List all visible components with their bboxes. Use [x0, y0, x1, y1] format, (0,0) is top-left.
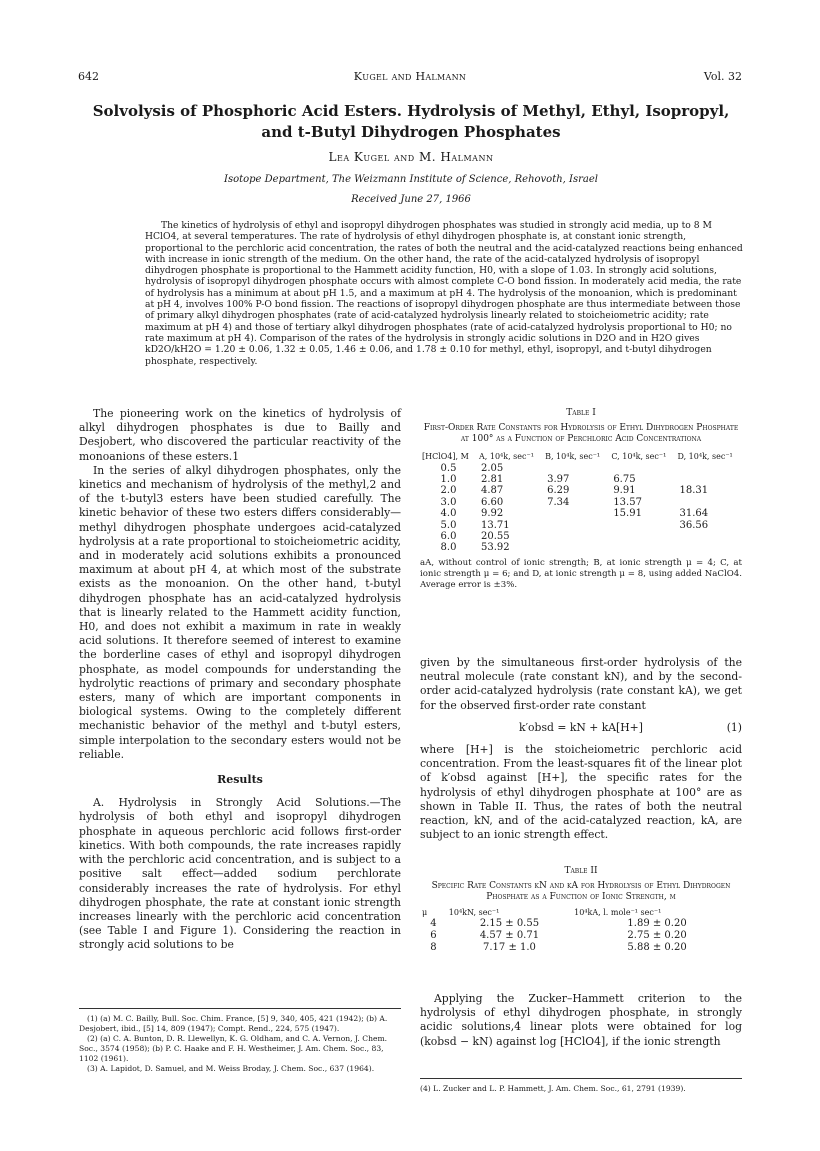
table-2-cell: 2.15 ± 0.55: [479, 917, 540, 929]
table-1-cell: 6.75: [613, 473, 636, 485]
table-2: [420, 907, 742, 954]
table-1-cell: 1.0: [440, 473, 457, 485]
table-1-cell: 3.0: [440, 496, 457, 508]
article-title: Solvolysis of Phosphoric Acid Esters. Hydrolysis of Methyl, Ethyl, Isopropyl, and t-Butyl Dihydrogen Phosphates: [92, 102, 730, 141]
table-2-cell: 1.89 ± 0.20: [627, 917, 687, 929]
footnote-2: (2) (a) C. A. Bunton, D. R. Llewellyn, K. G. Oldham, and C. A. Vernon, J. Chem. Soc., 3574 (1958); (b) P. C. Haake and F. H. Westheimer, J. Am. Chem. Soc., 83, 1102 (1961).: [79, 1034, 388, 1063]
table-1-row: [420, 463, 742, 474]
equation-1: [420, 721, 742, 735]
table-2-header: μ: [422, 907, 428, 917]
right-paragraph-1: given by the simultaneous first-order hydrolysis of the neutral molecule (rate constant kN), and by the second-order acid-catalyzed hydrolysis (rate constant kA), we get for the observed first-order rate constant: [420, 656, 742, 712]
table-1-cell: 15.91: [613, 508, 642, 520]
table-1-cell: 3.97: [547, 473, 570, 485]
table-1-cell: [675, 474, 742, 485]
table-1-cell: 2.0: [440, 485, 457, 497]
table-1-cell: 6.0: [440, 530, 457, 542]
running-header: [78, 70, 742, 88]
table-1-label: Table I: [566, 408, 596, 418]
table-1-cell: [675, 497, 742, 508]
table-1-cell: 18.31: [679, 485, 709, 497]
table-1-row: [420, 520, 742, 531]
table-2-header: 10⁴kN, sec⁻¹: [448, 907, 500, 917]
right-paragraph-2: where [H+] is the stoicheiometric perchloric acid concentration. From the least-squares fit of the linear plot of k′obsd against [H+], the specific rates for the hydrolysis of ethyl dihydrogen phosphate at 100° are as shown in Table II. Thus, the rates of both the neutral reaction, kN, and of the acid-catalyzed reaction, kA, are subject to an ionic strength effect.: [420, 743, 742, 842]
table-2-cell: 7.17 ± 1.0: [483, 941, 536, 953]
table-1-cell: 6.60: [481, 496, 504, 508]
table-1-cell: 7.34: [547, 496, 570, 508]
table-2-row: [420, 918, 742, 930]
table-1-cell: [609, 463, 675, 474]
table-1-header: D, 10⁴k, sec⁻¹: [677, 451, 733, 461]
table-2-cell: 4: [430, 917, 437, 929]
footnote-4: (4) L. Zucker and L. P. Hammett, J. Am. Chem. Soc., 61, 2791 (1939).: [420, 1078, 742, 1093]
footnotes: [79, 1008, 401, 1074]
table-2-cell: 5.88 ± 0.20: [627, 941, 687, 953]
table-2-header: 10⁴kA, l. mole⁻¹ sec⁻¹: [574, 907, 662, 917]
volume-label: Vol. 32: [703, 70, 742, 83]
table-1-cell: 0.5: [440, 462, 457, 474]
table-1-cell: 5.0: [440, 519, 457, 531]
table-1-cell: 20.55: [481, 530, 510, 542]
results-heading: Results: [217, 773, 263, 787]
abstract-text: The kinetics of hydrolysis of ethyl and isopropyl dihydrogen phosphates was studied in strongly acid media, up to 8 M HClO4, at several temperatures. The rate of hydrolysis of ethyl dihydrogen phosphate is, at constant ionic strength, proportional to the perchloric acid concentration, the rates of both the neutral and the acid-catalyzed reactions being enhanced with increase in ionic strength of the medium. On the other hand, the rate of the acid-catalyzed hydrolysis of isopropyl dihydrogen phosphate is proportional to the Hammett acidity function, H0, with a slope of 1.03. In strongly acid solutions, hydrolysis of isopropyl dihydrogen phosphate occurs with almost complete C-O bond fission. In moderately acid media, the rate of hydrolysis has a minimum at about pH 1.5, and a maximum at pH 4. The hydrolysis of the monoanion, which is predominant at pH 4, involves 100% P-O bond fission. The reactions of isopropyl dihydrogen phosphate are thus intermediate between those of primary alkyl dihydrogen phosphates (rate of acid-catalyzed hydrolysis linearly related to stoicheiometric acidity; rate maximum at pH 4) and those of tertiary alkyl dihydrogen phosphates (rate of acid-catalyzed hydrolysis proportional to H0; no rate maximum at pH 4). Comparison of the rates of the hydrolysis in strongly acidic solutions in D2O and in H2O gives kD2O/kH2O = 1.20 ± 0.06, 1.32 ± 0.05, 1.46 ± 0.06, and 1.78 ± 0.10 for methyl, ethyl, isopropyl, and t-butyl dihydrogen phosphate, respectively.: [145, 220, 743, 367]
right-column: [420, 656, 742, 842]
table-1-cell: 2.81: [481, 473, 504, 485]
table-2-caption: Specific Rate Constants kN and kA for Hydrolysis of Ethyl Dihydrogen Phosphate as a Function of Ionic Strength, μ: [431, 880, 731, 902]
intro-paragraph-1: The pioneering work on the kinetics of hydrolysis of alkyl dihydrogen phosphates is due to Bailly and Desjobert, who discovered the particular reactivity of the monoanions of these esters.1: [79, 407, 401, 463]
table-1-row: [420, 508, 742, 519]
table-1-cell: 36.56: [679, 519, 709, 531]
results-paragraph: A. Hydrolysis in Strongly Acid Solutions.—The hydrolysis of both ethyl and isopropyl dihydrogen phosphate in aqueous perchloric acid follows first-order kinetics. With both compounds, the rate increases rapidly with the perchloric acid concentration, and is subject to a positive salt effect—added sodium perchlorate considerably increases the rate of hydrolysis. For ethyl dihydrogen phosphate, the rate at constant ionic strength increases linearly with the perchloric acid concentration (see Table I and Figure 1). Considering the reaction in strongly acid solutions to be: [79, 796, 401, 952]
page-number: 642: [78, 70, 99, 83]
table-1-footnote: aA, without control of ionic strength; B, at ionic strength μ = 4; C, at ionic strength μ = 6; and D, at ionic strength μ = 8, using added NaClO4. Average error is ±3%.: [420, 557, 742, 590]
table-1-block: [420, 408, 742, 591]
table-1-header: B, 10⁴k, sec⁻¹: [545, 451, 601, 461]
table-2-block: [420, 866, 742, 954]
table-1-row: [420, 542, 742, 553]
affiliation: Isotope Department, The Weizmann Institute of Science, Rehovoth, Israel: [224, 174, 598, 185]
table-1-header: A, 10⁴k, sec⁻¹: [479, 451, 534, 461]
table-1-cell: [609, 542, 675, 553]
table-1-cell: 9.92: [481, 508, 504, 520]
right-column-continued: [420, 992, 742, 1049]
table-1-cell: [675, 463, 742, 474]
table-1-cell: 4.0: [440, 508, 457, 520]
table-1-row: [420, 474, 742, 485]
table-1-cell: 9.91: [613, 485, 636, 497]
table-1-cell: [543, 531, 609, 542]
table-2-label: Table II: [564, 866, 598, 876]
table-1-cell: [609, 520, 675, 531]
table-1-cell: [543, 463, 609, 474]
table-2-cell: 6: [430, 929, 437, 941]
table-1-header-row: [420, 450, 742, 463]
table-2-row: [420, 930, 742, 942]
table-1-row: [420, 485, 742, 496]
table-2-cell: 8: [430, 941, 437, 953]
table-2-header-row: [420, 907, 742, 918]
table-1-row: [420, 531, 742, 542]
table-1-cell: 53.92: [481, 542, 510, 554]
left-column: [79, 407, 401, 953]
table-1-cell: 8.0: [440, 542, 457, 554]
table-1-cell: 6.29: [547, 485, 570, 497]
table-1-cell: [543, 542, 609, 553]
table-1-caption: First-Order Rate Constants for Hydrolysis of Ethyl Dihydrogen Phosphate at 100° as a Function of Perchloric Acid Concentrationa: [423, 422, 739, 444]
received-date: Received June 27, 1966: [351, 194, 471, 205]
right-paragraph-3: Applying the Zucker–Hammett criterion to the hydrolysis of ethyl dihydrogen phosphate, in strongly acidic solutions,4 linear plots were obtained for log (kobsd − kN) against log [HClO4], if the ionic strength: [420, 992, 742, 1048]
table-1-cell: 2.05: [481, 462, 504, 474]
table-1-header: C, 10⁴k, sec⁻¹: [611, 451, 667, 461]
table-1: [420, 450, 742, 554]
table-1-row: [420, 497, 742, 508]
table-2-cell: 4.57 ± 0.71: [479, 929, 540, 941]
equation-number: (1): [726, 720, 742, 734]
table-1-cell: 13.71: [481, 519, 510, 531]
table-1-cell: [543, 520, 609, 531]
table-1-cell: 31.64: [679, 508, 709, 520]
table-1-cell: [609, 531, 675, 542]
table-2-row: [420, 942, 742, 954]
table-1-cell: [675, 531, 742, 542]
footnote-1: (1) (a) M. C. Bailly, Bull. Soc. Chim. France, [5] 9, 340, 405, 421 (1942); (b) A. Desjobert, ibid., [5] 14, 809 (1947); Compt. Rend., 224, 575 (1947).: [79, 1014, 388, 1033]
abstract: [145, 220, 743, 367]
authors: Lea Kugel and M. Halmann: [328, 150, 494, 164]
table-2-cell: 2.75 ± 0.20: [627, 929, 687, 941]
intro-paragraph-2: In the series of alkyl dihydrogen phosphates, only the kinetics and mechanism of hydrolysis of the methyl,2 and of the t-butyl3 esters have been studied carefully. The kinetic behavior of these two esters differs considerably—methyl dihydrogen phosphate undergoes acid-catalyzed hydrolysis at a rate proportional to stoicheiometric acidity, and in moderately acid solutions exhibits a pronounced maximum at about pH 4, at which most of the substrate exists as the monoanion. On the other hand, t-butyl dihydrogen phosphate has an acid-catalyzed hydrolysis that is linearly related to the Hammett acidity function, H0, and does not exhibit a maximum in rate in weakly acid solutions. It therefore seemed of interest to examine the borderline cases of ethyl and isopropyl dihydrogen phosphate, as model compounds for understanding the hydrolytic reactions of primary and secondary phosphate esters, many of which are important components in biological systems. Owing to the completely different mechanistic behavior of the methyl and t-butyl esters, simple interpolation to the secondary esters would not be reliable.: [79, 463, 401, 761]
table-1-cell: [675, 542, 742, 553]
table-1-cell: 4.87: [481, 485, 504, 497]
table-1-cell: 13.57: [613, 496, 642, 508]
footnote-3: (3) A. Lapidot, D. Samuel, and M. Weiss Broday, J. Chem. Soc., 637 (1964).: [87, 1064, 375, 1073]
table-1-cell: [543, 508, 609, 519]
equation-text: k′obsd = kN + kA[H+]: [519, 720, 643, 734]
running-title: Kugel and Halmann: [353, 70, 467, 83]
table-1-header: [HClO4], M: [422, 451, 469, 461]
